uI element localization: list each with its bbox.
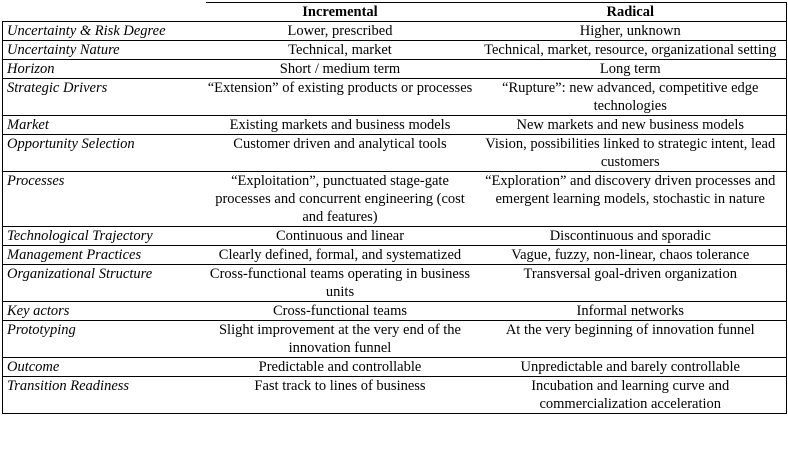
comparison-table xyxy=(2,2,787,414)
radical-cell: Discontinuous and sporadic xyxy=(475,227,787,246)
table-row xyxy=(3,358,787,377)
incremental-cell: “Extension” of existing products or processes xyxy=(206,79,475,116)
incremental-cell: Short / medium term xyxy=(206,60,475,79)
radical-cell: Higher, unknown xyxy=(475,22,787,41)
header-blank-cell xyxy=(3,3,206,22)
dimension-cell: Uncertainty & Risk Degree xyxy=(3,22,206,41)
dimension-cell: Processes xyxy=(3,172,206,227)
incremental-cell: Clearly defined, formal, and systematized xyxy=(206,246,475,265)
incremental-cell: Slight improvement at the very end of the innovation funnel xyxy=(206,321,475,358)
table-row xyxy=(3,377,787,414)
radical-cell: Transversal goal-driven organization xyxy=(475,265,787,302)
radical-cell: New markets and new business models xyxy=(475,116,787,135)
dimension-cell: Organizational Structure xyxy=(3,265,206,302)
incremental-cell: Technical, market xyxy=(206,41,475,60)
incremental-cell: Customer driven and analytical tools xyxy=(206,135,475,172)
table-row xyxy=(3,321,787,358)
radical-cell: Incubation and learning curve and commercialization acceleration xyxy=(475,377,787,414)
radical-cell: “Exploration” and discovery driven processes and emergent learning models, stochastic in nature xyxy=(475,172,787,227)
table-row xyxy=(3,22,787,41)
dimension-cell: Key actors xyxy=(3,302,206,321)
radical-cell: At the very beginning of innovation funnel xyxy=(475,321,787,358)
radical-cell: Unpredictable and barely controllable xyxy=(475,358,787,377)
header-radical: Radical xyxy=(475,3,787,22)
incremental-cell: Cross-functional teams operating in business units xyxy=(206,265,475,302)
table-body xyxy=(3,22,787,414)
dimension-cell: Outcome xyxy=(3,358,206,377)
table-row xyxy=(3,79,787,116)
dimension-cell: Transition Readiness xyxy=(3,377,206,414)
dimension-cell: Prototyping xyxy=(3,321,206,358)
table-row xyxy=(3,41,787,60)
incremental-cell: “Exploitation”, punctuated stage-gate processes and concurrent engineering (cost and features) xyxy=(206,172,475,227)
dimension-cell: Uncertainty Nature xyxy=(3,41,206,60)
table-row xyxy=(3,227,787,246)
dimension-cell: Strategic Drivers xyxy=(3,79,206,116)
dimension-cell: Horizon xyxy=(3,60,206,79)
radical-cell: Informal networks xyxy=(475,302,787,321)
incremental-cell: Lower, prescribed xyxy=(206,22,475,41)
dimension-cell: Opportunity Selection xyxy=(3,135,206,172)
table-row xyxy=(3,302,787,321)
table-row xyxy=(3,265,787,302)
incremental-cell: Continuous and linear xyxy=(206,227,475,246)
table-row xyxy=(3,172,787,227)
dimension-cell: Market xyxy=(3,116,206,135)
incremental-cell: Predictable and controllable xyxy=(206,358,475,377)
incremental-cell: Cross-functional teams xyxy=(206,302,475,321)
header-incremental: Incremental xyxy=(206,3,475,22)
table-row xyxy=(3,116,787,135)
header-row xyxy=(3,3,787,22)
dimension-cell: Technological Trajectory xyxy=(3,227,206,246)
table-row xyxy=(3,246,787,265)
radical-cell: “Rupture”: new advanced, competitive edge technologies xyxy=(475,79,787,116)
table-row xyxy=(3,135,787,172)
radical-cell: Technical, market, resource, organizational setting xyxy=(475,41,787,60)
radical-cell: Long term xyxy=(475,60,787,79)
incremental-cell: Fast track to lines of business xyxy=(206,377,475,414)
radical-cell: Vision, possibilities linked to strategic intent, lead customers xyxy=(475,135,787,172)
radical-cell: Vague, fuzzy, non-linear, chaos tolerance xyxy=(475,246,787,265)
incremental-cell: Existing markets and business models xyxy=(206,116,475,135)
dimension-cell: Management Practices xyxy=(3,246,206,265)
table-row xyxy=(3,60,787,79)
